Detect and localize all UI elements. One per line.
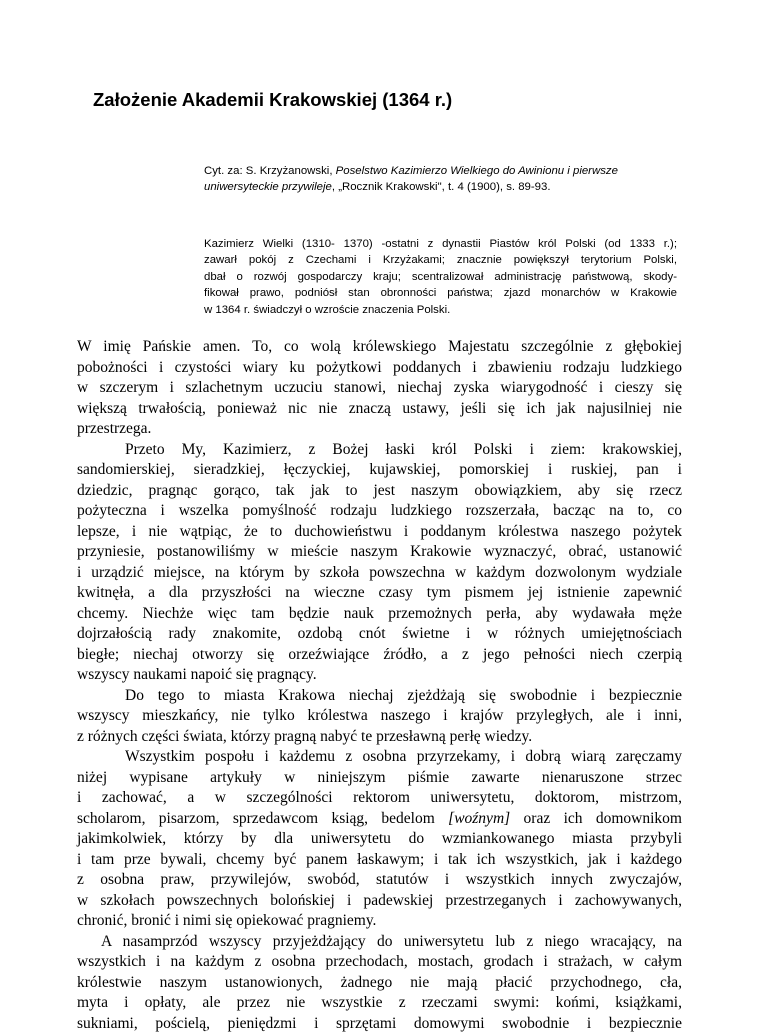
body-line: Przeto My, Kazimierz, z Bożej łaski król Polski i ziem: krakowskiej, <box>77 440 682 461</box>
body-line: W imię Pańskie amen. To, co wolą królewskiego Majestatu szczególnie z głębokiej <box>77 337 682 358</box>
body-line: z osobna praw, przywilejów, swobód, statutów i wszystkich innych zwyczajów, <box>77 870 682 891</box>
body-line: przestrzega. <box>77 419 682 440</box>
bio-line: w 1364 r. świadczył o wzroście znaczenia Polski. <box>204 302 677 318</box>
bio-line: fikował prawo, podniósł stan obronności państwa; zjazd monarchów w Krakowie <box>204 285 677 301</box>
body-line: sukniami, pościelą, pieniędzmi i sprzętami domowymi swobodnie i bezpiecznie <box>77 1014 682 1034</box>
body-line: większą trwałością, ponieważ nic nie znaczą ustawy, jeśli się ich jak najusilniej nie <box>77 399 682 420</box>
document-body <box>77 337 682 1034</box>
citation-line-1 <box>204 163 677 179</box>
body-line: wszyscy naukami napoić się pragnący. <box>77 665 682 686</box>
bio-line: zawarł pokój z Czechami i Krzyżakami; znacznie powiększył terytorium Polski, <box>204 252 677 268</box>
body-line: biegłe; niechaj otworzy się orzeźwiające źródło, a z jego pełności niech czerpią <box>77 645 682 666</box>
body-line: wszystkich i na każdym z osobna przechodach, mostach, grodach i strażach, w całym <box>77 952 682 973</box>
body-line: chronić, bronić i nimi się opiekować pragniemy. <box>77 911 682 932</box>
body-line: i zachować, a w szczególności rektorom uniwersytetu, doktorom, mistrzom, <box>77 788 682 809</box>
citation-title-part-1: Poselstwo Kazimierzo Wielkiego do Awinionu i pierwsze <box>336 165 618 177</box>
body-line: Do tego to miasta Krakowa niechaj zjeżdżają się swobodnie i bezpiecznie <box>77 686 682 707</box>
citation-line-2 <box>204 179 677 195</box>
body-line: w szkołach powszechnych bolońskiej i padewskiej przestrzeganych i zachowywanych, <box>77 891 682 912</box>
body-line: kwitnęła, a dla przyszłości na wieczne czasy tym pismem jej istnienie zapewnić <box>77 583 682 604</box>
body-line: i tam prze bywali, chcemy być panem łaskawym; i tak ich wszystkich, jak i każdego <box>77 850 682 871</box>
body-line: dziedzic, pragnąc gorąco, tak jak to jest naszym obowiązkiem, aby się rzecz <box>77 481 682 502</box>
body-line: sandomierskiej, sieradzkiej, łęczyckiej, kujawskiej, pomorskiej i ruskiej, pan i <box>77 460 682 481</box>
biographical-note <box>204 236 677 318</box>
bio-line: dbał o rozwój gospodarczy kraju; scentralizował administrację państwową, skody- <box>204 269 677 285</box>
body-line: A nasamprzód wszyscy przyjeżdżający do uniwersytetu lub z niego wracający, na <box>77 932 682 953</box>
body-line-text-suffix: oraz ich domownikom <box>510 810 682 827</box>
body-line: Wszystkim pospołu i każdemu z osobna przyrzekamy, i dobrą wiarą zaręczamy <box>77 747 682 768</box>
body-line: królestwie naszym ustanowionych, żadnego nie mają płacić przychodnego, cła, <box>77 973 682 994</box>
body-line: jakimkolwiek, którzy by dla uniwersytetu do wzmiankowanego miasta przybyli <box>77 829 682 850</box>
body-line: myta i opłaty, ale przez nie wszystkie z rzeczami swymi: końmi, książkami, <box>77 993 682 1014</box>
body-line-text: scholarom, pisarzom, sprzedawcom ksiąg, bedelom <box>77 810 448 827</box>
document-title: Założenie Akademii Krakowskiej (1364 r.) <box>93 89 452 111</box>
body-line: dojrzałością rady znakomite, ozdobą cnót świetne i w różnych umiejętnościach <box>77 624 682 645</box>
citation-note <box>204 163 677 196</box>
body-line: przyniesie, postanowiliśmy w mieście naszym Krakowie wyznaczyć, obrać, ustanowić <box>77 542 682 563</box>
bio-line: Kazimierz Wielki (1310- 1370) -ostatni z dynastii Piastów król Polski (od 1333 r.); <box>204 236 677 252</box>
bedel-gloss: [woźnym] <box>448 810 510 827</box>
body-line: chcemy. Niechże więc tam będzie nauk przemożnych perła, aby wydawała męże <box>77 604 682 625</box>
body-line: niżej wypisane artykuły w niniejszym piśmie zawarte nienaruszone strzec <box>77 768 682 789</box>
body-line: wszyscy mieszkańcy, nie tylko królestwa naszego i krajów przyległych, ale i inni, <box>77 706 682 727</box>
body-line: z różnych części świata, którzy pragną nabyć te przesławną perłę wiedzy. <box>77 727 682 748</box>
body-line <box>77 809 682 830</box>
citation-title-part-2: uniwersyteckie przywileje <box>204 181 332 193</box>
citation-prefix: Cyt. za: S. Krzyżanowski, <box>204 165 336 177</box>
body-line: i urządzić miejsce, na którym by szkoła powszechna w każdym dozwolonym wydziale <box>77 563 682 584</box>
body-line: pożyteczna i wszelka pomyślność rodzaju ludzkiego rozszerzała, bacząc na to, co <box>77 501 682 522</box>
body-line: w szczerym i szlachetnym uczuciu stanowi, niechaj zyska wiarygodność i cieszy się <box>77 378 682 399</box>
citation-suffix: , „Rocznik Krakowski", t. 4 (1900), s. 89-93. <box>332 181 551 193</box>
body-line: lepsze, i nie wątpiąc, że to duchowieństwu i poddanym królestwa naszego pożytek <box>77 522 682 543</box>
body-line: pobożności i czystości wiary ku pożytkowi poddanych i zbawieniu rodzaju ludzkiego <box>77 358 682 379</box>
